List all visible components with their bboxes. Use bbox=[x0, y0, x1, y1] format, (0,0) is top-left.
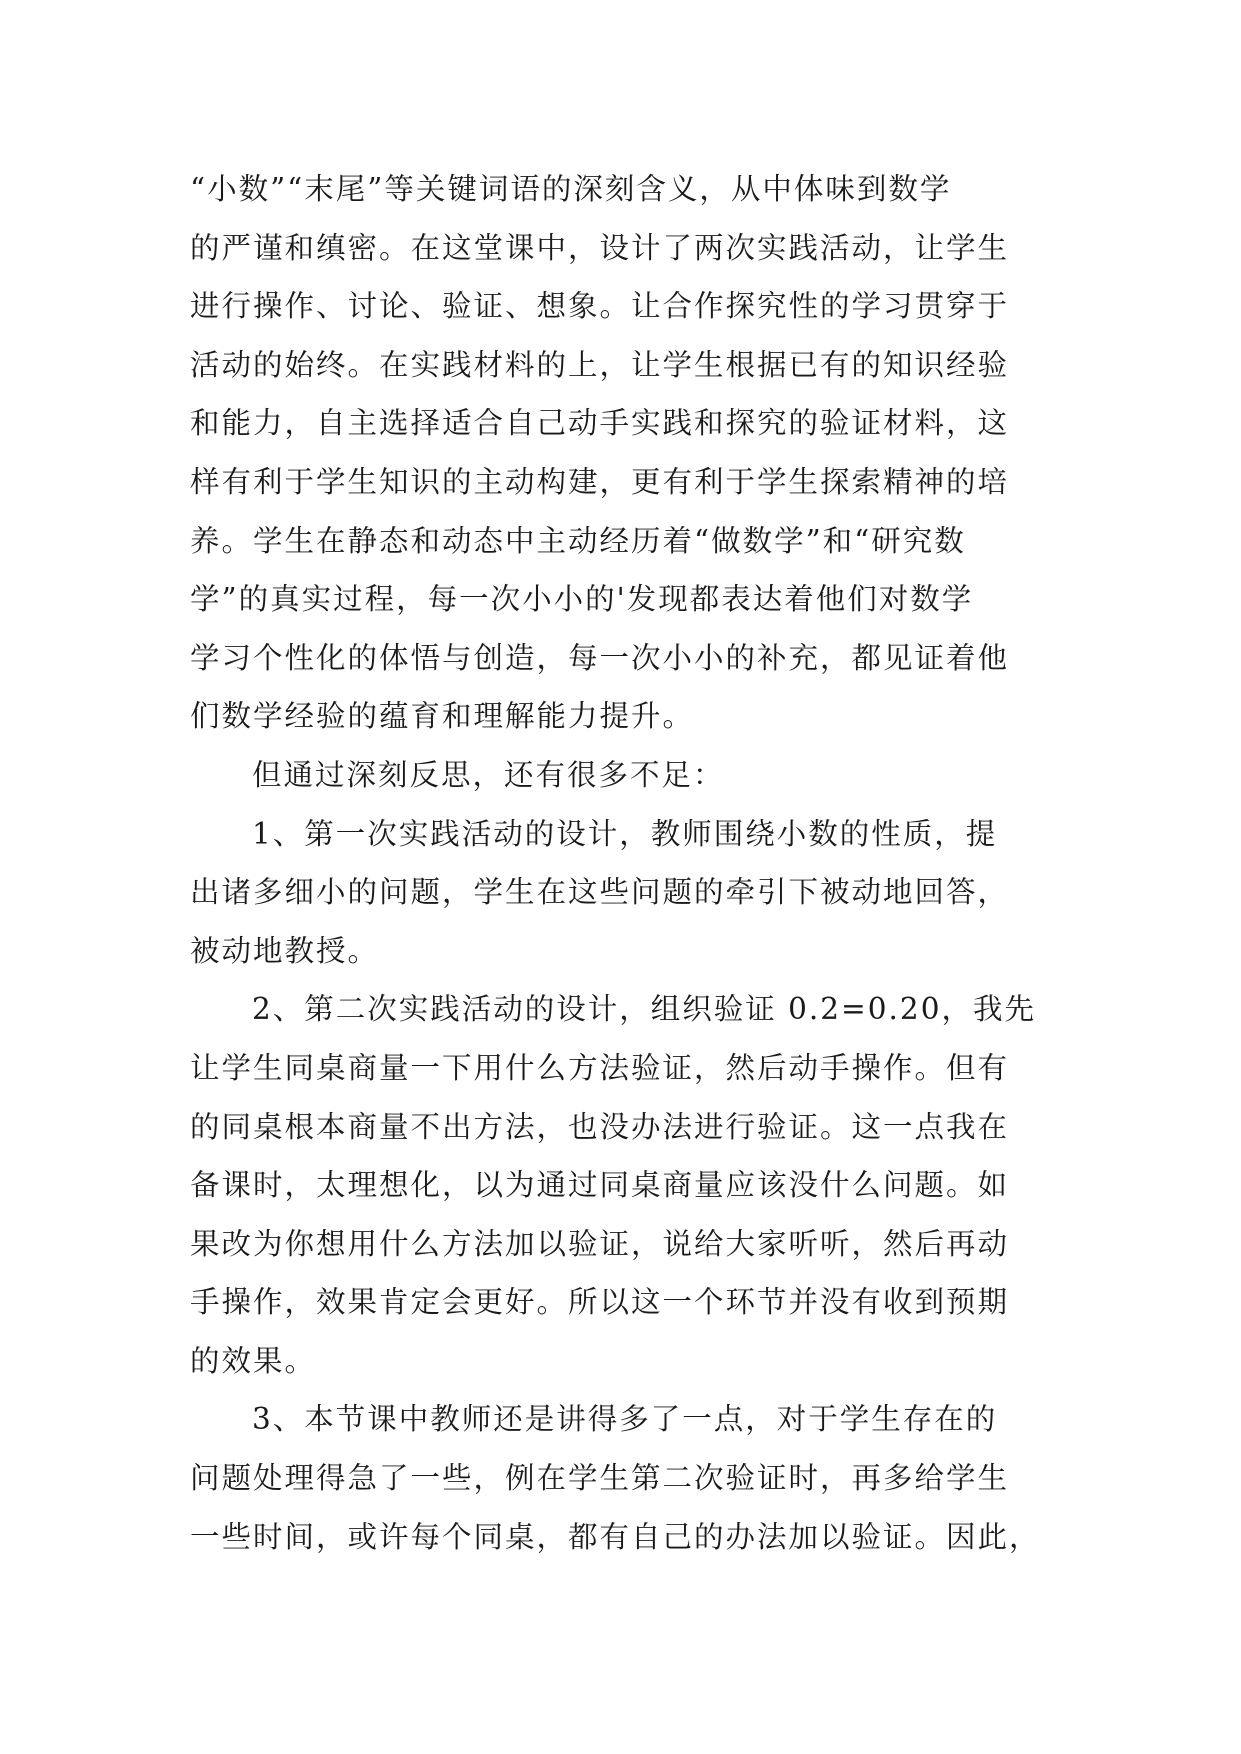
text-line: 问题处理得急了一些，例在学生第二次验证时，再多给学生 bbox=[190, 1461, 1010, 1496]
paragraph-first-line: 2、第二次实践活动的设计，组织验证 0.2=0.20，我先 bbox=[252, 992, 1036, 1027]
text-line: “小数”“末尾”等关键词语的深刻含义，从中体味到数学 bbox=[190, 172, 952, 206]
document-body bbox=[190, 160, 1060, 1566]
text-line: 出诸多细小的问题，学生在这些问题的牵引下被动地回答， bbox=[190, 875, 1010, 910]
text-line: 的严谨和缜密。在这堂课中，设计了两次实践活动，让学生 bbox=[190, 230, 1010, 265]
text-line: 和能力，自主选择适合自己动手实践和探究的验证材料，这 bbox=[190, 406, 1010, 441]
text-line: 的同桌根本商量不出方法，也没办法进行验证。这一点我在 bbox=[190, 1109, 1010, 1144]
text-line: 果改为你想用什么方法加以验证，说给大家听听，然后再动 bbox=[190, 1226, 1010, 1261]
text-line: 样有利于学生知识的主动构建，更有利于学生探索精神的培 bbox=[190, 464, 1010, 499]
paragraph-first-line: 但通过深刻反思，还有很多不足： bbox=[252, 757, 725, 792]
text-line: 学”的真实过程，每一次小小的'发现都表达着他们对数学 bbox=[190, 582, 974, 617]
text-line: 学习个性化的体悟与创造，每一次小小的补充，都见证着他 bbox=[190, 640, 1010, 675]
text-line: 备课时，太理想化，以为通过同桌商量应该没什么问题。如 bbox=[190, 1168, 1010, 1203]
text-line: 被动地教授。 bbox=[190, 933, 380, 968]
text-line: 活动的始终。在实践材料的上，让学生根据已有的知识经验 bbox=[190, 347, 1010, 382]
text-line: 们数学经验的蕴育和理解能力提升。 bbox=[190, 699, 695, 734]
text-line: 手操作，效果肯定会更好。所以这一个环节并没有收到预期 bbox=[190, 1285, 1010, 1320]
text-line: 的效果。 bbox=[190, 1343, 317, 1378]
text-line: 养。学生在静态和动态中主动经历着“做数学”和“研究数 bbox=[190, 523, 966, 558]
text-line: 让学生同桌商量一下用什么方法验证，然后动手操作。但有 bbox=[190, 1050, 1010, 1085]
paragraph-first-line: 1、第一次实践活动的设计，教师围绕小数的性质，提 bbox=[252, 816, 998, 851]
text-line: 一些时间，或许每个同桌，都有自己的办法加以验证。因此， bbox=[190, 1519, 1041, 1554]
paragraph-first-line: 3、本节课中教师还是讲得多了一点，对于学生存在的 bbox=[252, 1402, 998, 1437]
text-line: 进行操作、讨论、验证、想象。让合作探究性的学习贯穿于 bbox=[190, 289, 1010, 324]
